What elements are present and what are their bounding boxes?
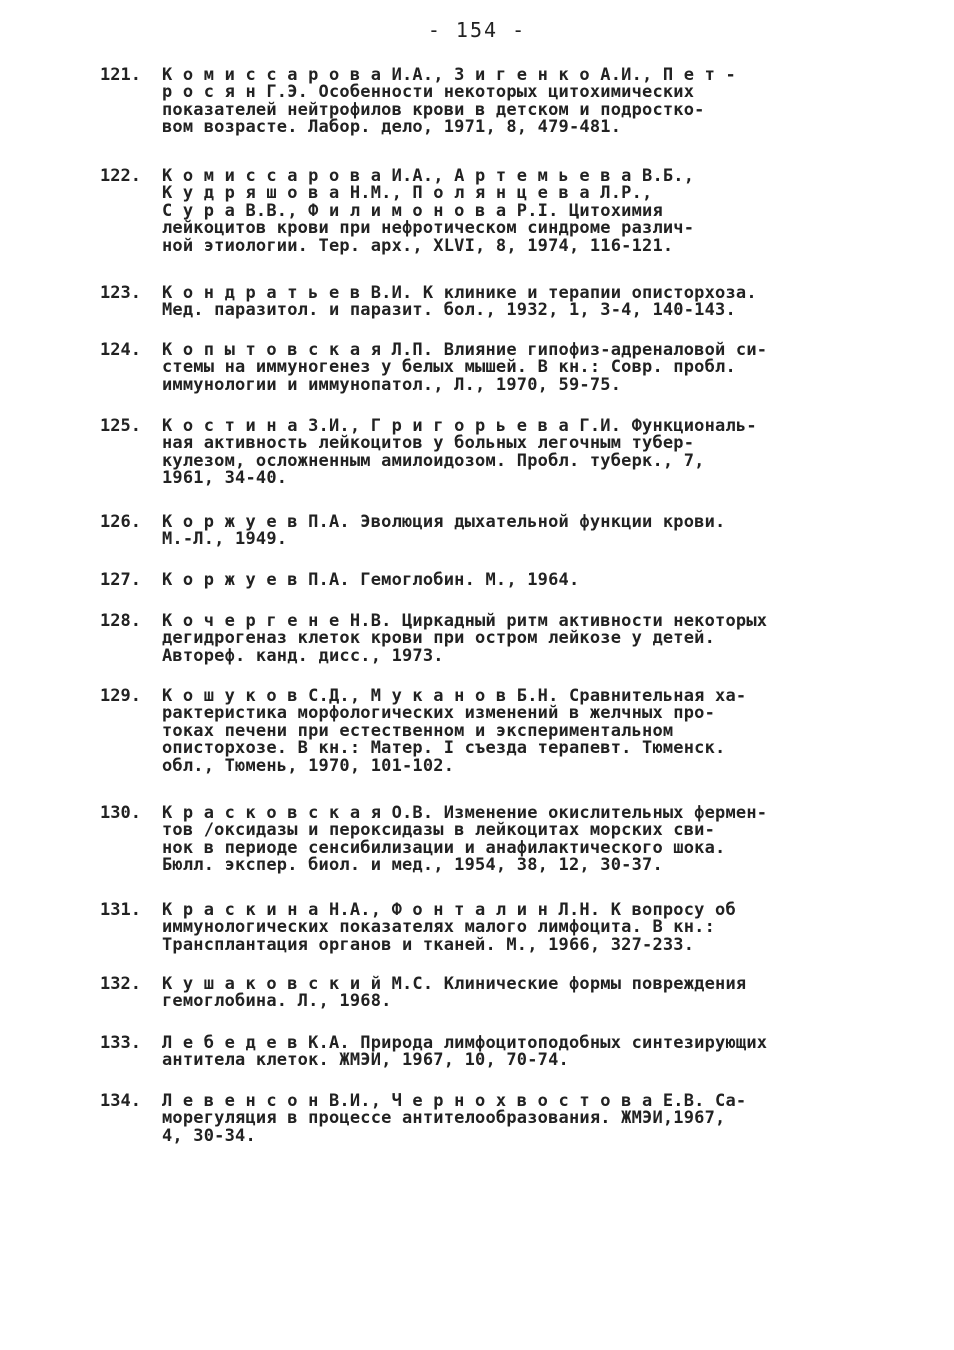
entry-number: 127. [100,570,141,590]
reference-entry [100,572,900,589]
entry-text: К о п ы т о в с к а я Л.П. Влияние гипофиз-адреналовой си- стемы на иммуногенез у белых мышей. В кн.: Совр. пробл. иммунологии и иммунопатол., Л., 1970, 59-75. [162,340,768,395]
entry-text: К о ч е р г е н е Н.В. Циркадный ритм активности некоторых дегидрогеназ клеток крови при остром лейкозе у детей. Автореф. канд. дисс., 1973. [162,611,768,666]
reference-entry [100,1093,900,1145]
entry-text: К о р ж у е в П.А. Эволюция дыхательной функции крови. М.-Л., 1949. [162,512,726,550]
entry-text: К у ш а к о в с к и й М.С. Клинические формы повреждения гемоглобина. Л., 1968. [162,974,747,1012]
entry-text: К о м и с с а р о в а И.А., А р т е м ь е в а В.Б., К у д р я ш о в а Н.М., П о л я н ц е в а Л.Р., С у р а В.В., Ф и л и м о н о в а Р.I. Цитохимия лейкоцитов крови при нефротическом синдроме различ- ной этиологии. Тер. арх., XLVI, 8, 1974, 116-121. [162,166,695,256]
reference-entry [100,168,900,255]
entry-text: Л е в е н с о н В.И., Ч е р н о х в о с т о в а Е.В. Са- морегуляция в процессе антителообразования. ЖМЭИ,1967, 4, 30-34. [162,1091,747,1146]
entry-number: 121. [100,65,141,85]
entry-number: 128. [100,611,141,631]
reference-entry [100,342,900,394]
entry-number: 125. [100,416,141,436]
reference-entry [100,976,900,1011]
entry-number: 129. [100,686,141,706]
entry-text: Л е б е д е в К.А. Природа лимфоцитоподобных синтезирующих антитела клеток. ЖМЭИ, 1967, 10, 70-74. [162,1033,768,1071]
reference-entry [100,1035,900,1070]
entry-number: 132. [100,974,141,994]
entry-number: 133. [100,1033,141,1053]
entry-text: К р а с к о в с к а я О.В. Изменение окислительных фермен- тов /оксидазы и пероксидазы в лейкоцитах морских сви- нок в периоде сенсибилизации и анафилактического шока. Бюлл. экспер. биол. и мед., 1954, 38, 12, 30-37. [162,803,768,876]
reference-entry [100,613,900,665]
reference-entry [100,902,900,954]
reference-entry [100,67,900,137]
reference-entry [100,805,900,875]
entry-text: К р а с к и н а Н.А., Ф о н т а л и н Л.Н. К вопросу об иммунологических показателях малого лимфоцита. В кн.: Трансплантация органов и тканей. М., 1966, 327-233. [162,900,736,955]
entry-number: 123. [100,283,141,303]
entry-text: К о р ж у е в П.А. Гемоглобин. М., 1964. [162,570,580,590]
entry-number: 134. [100,1091,141,1111]
reference-entry [100,285,900,320]
reference-entry [100,418,900,488]
entry-number: 131. [100,900,141,920]
page-number: - 154 - [427,18,527,42]
entry-number: 130. [100,803,141,823]
entry-number: 122. [100,166,141,186]
reference-entry [100,514,900,549]
entry-number: 126. [100,512,141,532]
entry-text: К о с т и н а З.И., Г р и г о р ь е в а Г.И. Функциональ- ная активность лейкоцитов у больных легочным тубер- кулезом, осложненным амилоидозом. Пробл. туберк., 7, 1961, 34-40. [162,416,757,489]
reference-entry [100,688,900,775]
entry-text: К о н д р а т ь е в В.И. К клинике и терапии описторхоза. Мед. паразитол. и паразит. бол., 1932, 1, 3-4, 140-143. [162,283,757,321]
entry-number: 124. [100,340,141,360]
entry-text: К о м и с с а р о в а И.А., З и г е н к о А.И., П е т - р о с я н Г.Э. Особенности некоторых цитохимических показателей нейтрофилов крови в детском и подростко- вом возрасте. Лабор. дело, 1971, 8, 479-481. [162,65,736,138]
entry-text: К о ш у к о в С.Д., М у к а н о в Б.Н. Сравнительная ха- рактеристика морфологических изменений в желчных про- токах печени при естественном и экспериментальном описторхозе. В кн.: Матер. I съезда терапевт. Тюменск. обл., Тюмень, 1970, 101-102. [162,686,747,776]
